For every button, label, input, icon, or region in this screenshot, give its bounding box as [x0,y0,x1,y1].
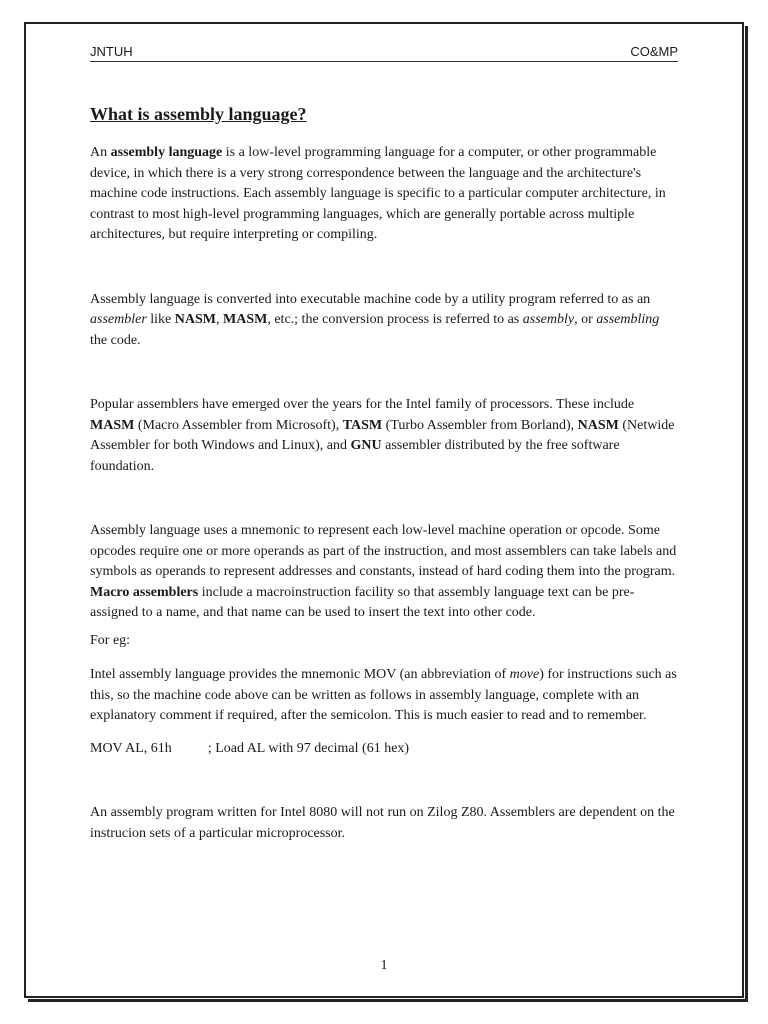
page-number: 1 [380,958,388,973]
header-left: JNTUH [90,44,133,59]
paragraph-8: An assembly program written for Intel 8080 will not run on Zilog Z80. Assemblers are dependent on the instrucion sets of a particular microprocessor. [90,805,675,841]
header-right: CO&MP [630,44,678,59]
running-header [90,40,678,62]
paragraph-6: Intel assembly language provides the mnemonic MOV (an abbreviation of move) for instructions such as this, so the machine code above can be written as follows in assembly language, complete with an explanatory comment if required, after the semicolon. This is much easier to read and to remember. [90,667,677,723]
paragraph-3: Popular assemblers have emerged over the years for the Intel family of processors. These include MASM (Macro Assembler from Microsoft), TASM (Turbo Assembler from Borland), NASM (Netwide Assembler for both Windows and Linux), and GNU assembler distributed by the free software foundation. [90,397,675,474]
paragraph-5: For eg: [90,632,131,648]
code-instruction: MOV AL, 61h [90,740,172,756]
paragraph-4: Assembly language uses a mnemonic to represent each low-level machine operation or opcode. Some opcodes require one or more operands as part of the instruction, and most assemblers can take labels and symbols as operands to represent addresses and constants, instead of hard coding them into the program. Macro assemblers include a macroinstruction facility so that assembly language text can be pre-assigned to a name, and that name can be used to insert the text into other code. [90,523,677,620]
page-title: What is assembly language? [90,104,307,124]
code-comment: ; Load AL with 97 decimal (61 hex) [207,740,410,756]
code-line [90,739,678,760]
document-page [90,40,678,844]
paragraph-1: An assembly language is a low-level programming language for a computer, or other programmable device, in which there is a very strong correspondence between the language and the architecture's machine code instructions. Each assembly language is specific to a particular computer architecture, in contrast to most high-level programming languages, which are generally portable across multiple architectures, but require interpreting or compiling. [90,145,666,242]
paragraph-2: Assembly language is converted into executable machine code by a utility program referred to as an assembler like NASM, MASM, etc.; the conversion process is referred to as assembly, or assembling the code. [90,291,660,348]
